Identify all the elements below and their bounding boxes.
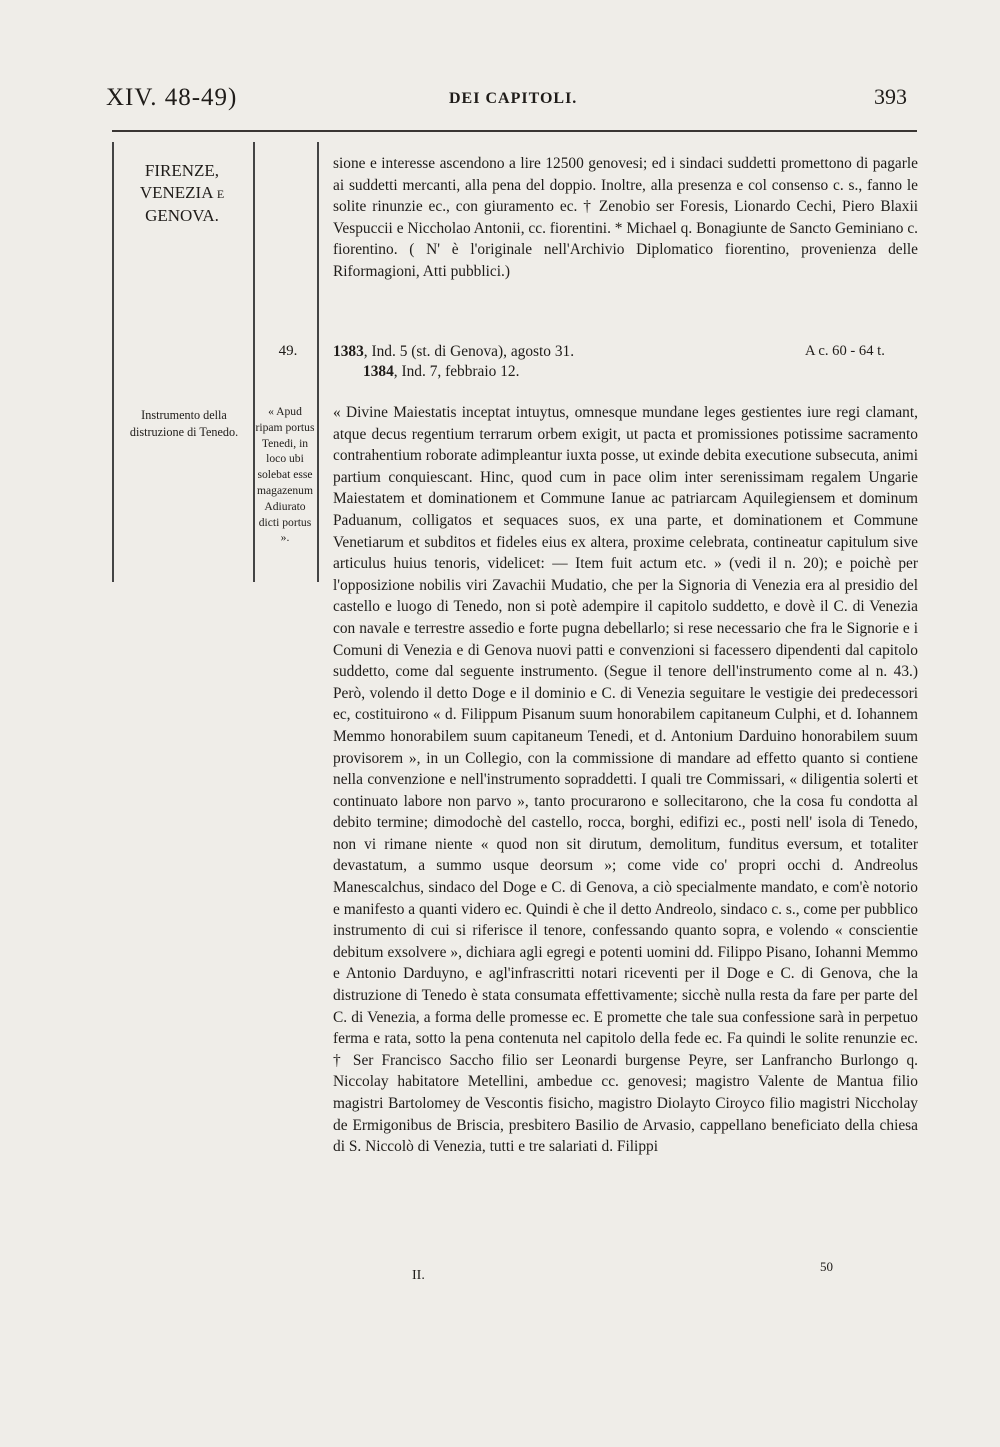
page-number: 393 (874, 84, 907, 109)
place-heading-line2-text: VENEZIA (139, 183, 217, 202)
main-paragraph-1: sione e interesse ascendono a lire 12500 genovesi; ed i sindaci suddetti promettono di pagarle ai suddetti mercanti, alla pena del doppio. Inoltre, alla presenza e col consenso c. s., fanno le solite rinunzie ec., con giuramento ec. † Zenobio ser Foresis, Lionardo Cechi, Piero Blaxii Vespuccii e Niccholao Antonii, cc. fiorentini. * Michael q. Bonagiunte de Sancto Geminiano c. fiorentino. ( N' è l'originale nell'Archivio Diplomatico fiorentino, provenienza delle Riformagioni, Atti pubblici.) (333, 155, 918, 280)
left-margin-note: Instrumento della distruzione di Tenedo. (129, 408, 239, 439)
entry-year-1: 1383 (333, 343, 364, 360)
entry-detail-2: , Ind. 7, febbraio 12. (393, 363, 520, 380)
running-head-section: XIV. 48-49) (106, 84, 238, 111)
entry-year-2: 1384 (363, 363, 394, 380)
signature-mark: 50 (820, 1259, 833, 1274)
header-rule (112, 130, 917, 132)
middle-column-rule (317, 142, 319, 582)
running-head-title: DEI CAPITOLI. (449, 90, 578, 107)
archive-reference: A c. 60 - 64 t. (805, 343, 885, 359)
place-heading-line2 (112, 182, 252, 205)
main-paragraph-2: « Divine Maiestatis inceptat intuytus, omnesque mundane leges gestientes iure regi clamant, atque decus regentium terrarum orbem exigit, ut pacta et promissiones potissime sacramento contrahentium roborate adimpleantur iuxta posse, ut exinde debita executione subsecuta, animi partium conquiescant. Hinc, quod cum in pace olim inter serenissimam regalem Ungarie Maiestatem et dominationem et Commune Ianue ac patriarcam Aquilegiensem et dominum Paduanum, colligatos et sequaces suos, ex una parte, et dominationem et Commune Venetiarum et subditos et fideles eius ex altera, proxime celebrata, contineatur capitulum sive articulus huius tenoris, videlicet: — Item fuit actum etc. » (vedi il n. 20); e poichè per l'opposizione nobilis viri Zavachii Mudatio, che per la Signoria di Venezia era al presidio del castello e luogo di Tenedo, non si potè adempire il capitolo suddetto, e dovè il C. di Venezia con navale e terrestre assedio e forte pugna debellarlo; si rese necessario che fra le Signorie e i Comuni di Venezia e di Genova nuovi patti e convenzioni si facessero dipendenti dal capitolo suddetto, come dal seguente instrumento. (Segue il tenore dell'instrumento come al n. 43.) Però, volendo il detto Doge e il dominio e C. di Venezia seguitare le vestigie dei predecessori ec, costituirono « d. Filippum Pisanum suum honorabilem capitaneum Culphi, et d. Iohannem Memmo honorabilem suum capitaneum Tenedi, et d. Antonium Darduino honorabilem suum provisorem », in un Collegio, con la commissione di mandare ad effetto quanto si contiene nella convenzione e nell'instrumento sopraddetti. I quali tre Commissari, « diligentia solerti et continuato labore non parvo », tanto procurarono e sollecitarono, che la cosa fu condotta al debito termine; dimodochè del castello, rocca, borghi, edifizi ec., posti nell' isola di Tenedo, non vi rimane niente « quod non sit dirutum, demolitum, funditus eversum, et totaliter devastatum, a summo usque deorsum »; come vide co' propri occhi d. Andreolus Manescalchus, sindaco del Doge e C. di Genova, a ciò specialmente mandato, e com'è notorio e manifesto a quanti videro ec. Quindi è che il detto Andreolo, sindaco c. s., come per pubblico instrumento di cui si riferisce il tenore, confessando quanto sopra, e volendo « conscientie debitum exsolvere », dichiara agli egregi e potenti uomini dd. Filippo Pisano, Iohanni Memmo e Antonio Darduyno, e agl'infrascritti notari riceventi per il Doge e C. di Genova, che la distruzione di Tenedo è stata consumata effettivamente; sicchè nulla resta da fare per parte del C. di Venezia, a forma delle promesse ec. E promette che tale sua confessione sarà in perpetuo ferma e rata, sotto la pena contenuta nel capitolo della fede ec. Fa quindi le solite renunzie ec. † Ser Francisco Saccho filio ser Leonardi burgense Peyre, ser Lanfrancho Burlongo q. Niccolay habitatore Metellini, ambedue cc. genovesi; magistro Valente de Mantua filio magistri Bartolomey de Vescontis fisicho, magistro Diolayto Ciroyco filio magistri Niccholay de Ermigonibus de Briscia, presbitero Basilio de Arvasio, cappellano beneficiato della chiesa di S. Niccolò di Venezia, tutti e tre salariati d. Filippi (333, 404, 918, 1156)
entry-date-2 (363, 363, 519, 381)
place-heading-line1: FIRENZE, (144, 161, 220, 180)
place-heading-conjunction: E (216, 187, 225, 201)
place-heading (112, 160, 252, 227)
document-number: 49. (278, 343, 298, 359)
middle-margin-note: « Apud ripam portus Tenedi, in loco ubi solebat esse magazenum Adiurato dicti portus ». (255, 405, 315, 545)
entry-detail-1: , Ind. 5 (st. di Genova), agosto 31. (363, 343, 575, 360)
entry-date-1 (333, 343, 574, 361)
place-heading-line3: GENOVA. (145, 206, 219, 225)
volume-marker: II. (412, 1268, 425, 1283)
